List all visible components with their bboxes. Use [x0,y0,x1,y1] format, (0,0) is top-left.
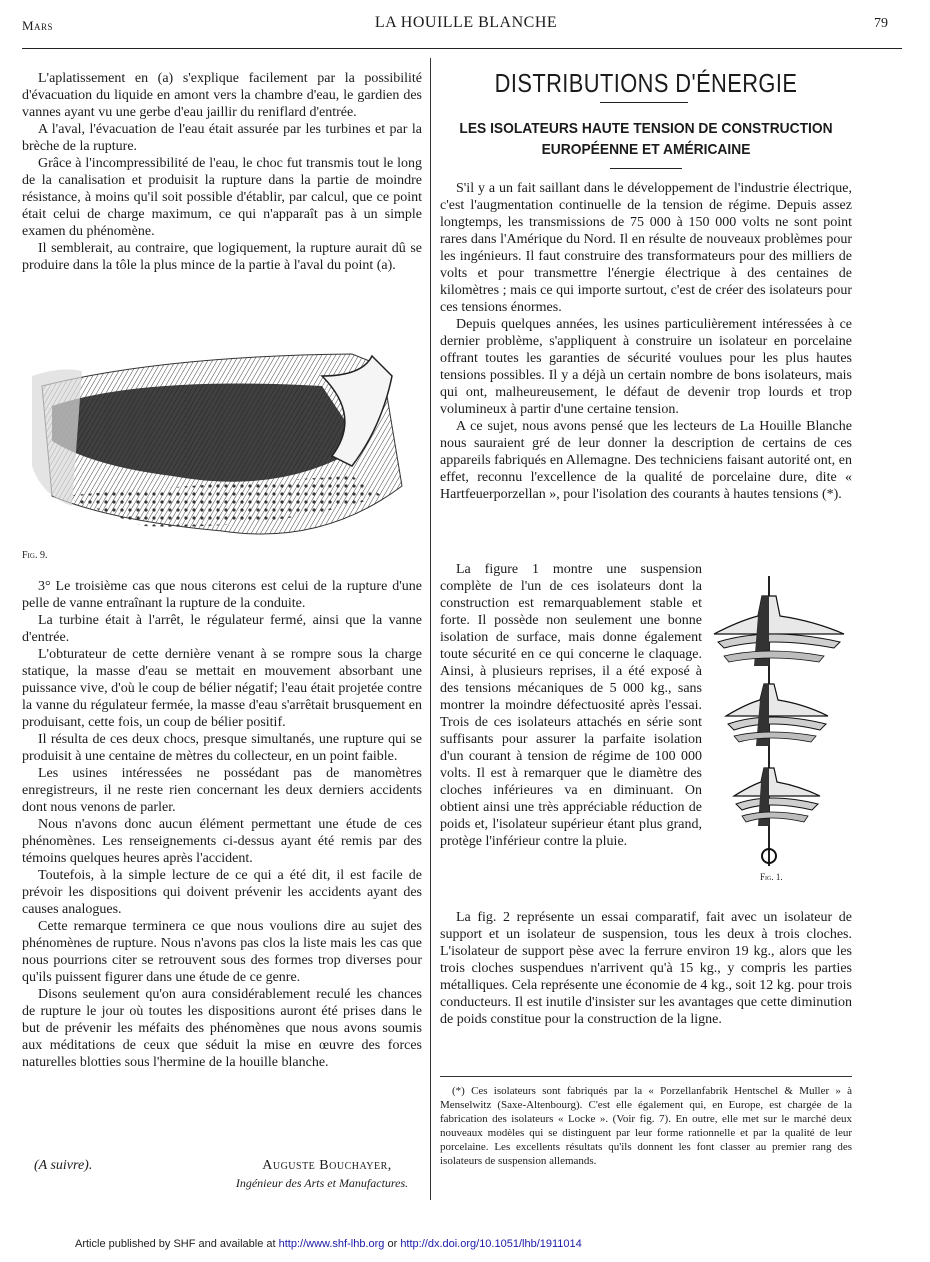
footnote-text: (*) Ces isolateurs sont fabriqués par la « Porzellanfabrik Hentschel & Muller » à Menselwitz (Saxe-Altenbourg). C'est elle également qui, en Europe, est chargée de la fabrication des isolateurs « Locke ». (Voir fig. 7). En outre, elle met sur le marché deux nouveaux modèles qui se distinguent par leur forme rationnelle et par la qualité de leur porcelaine. Les excellents résultats qu'ils donnent les font classer au premier rang des isolateurs de suspension allemands. [440,1085,852,1167]
header-month: Mars [22,18,54,33]
paragraph: A l'aval, l'évacuation de l'eau était assurée par les turbines et par la brèche de la rupture. [22,122,422,154]
right-column-comparison [440,909,852,1028]
paragraph: Grâce à l'incompressibilité de l'eau, le choc fut transmis tout le long de la canalisation et produisit la rupture dans la partie de moindre résistance, à moins qu'il soit possible d'établir, par calcul, que ce point était celui de charge maximum, ce qui n'apparaît pas à un simple examen du phénomène. [22,156,422,239]
paragraph: Cette remarque terminera ce que nous voulions dire au sujet des phénomènes de rupture. Nous n'avons pas clos la liste mais les cas que nous pourrions citer se retrouvent sous des formes trop diverses pour qu'ils puissent figurer dans une étude de ce genre. [22,919,422,985]
author-title: Ingénieur des Arts et Manufactures. [235,1176,409,1190]
article-signature [22,1156,422,1196]
figure-9-pipe-rupture-photo [22,346,422,546]
right-column-figure-text [440,561,702,850]
shf-link[interactable]: http://www.shf-lhb.org [278,1238,385,1250]
figure-1-suspension-insulator [704,576,854,876]
running-header [22,12,910,40]
paragraph: Depuis quelques années, les usines particulièrement intéressées à ce dernier problème, s'appliquent à construire un isolateur en porcelaine offrant toutes les garanties de sécurité voulues pour les plus hautes tensions possibles. Il y a déjà un certain nombre de bons isolateurs, mais qui ont, malheureusement, le défaut de devenir trop lourds et trop volumineux à partir d'une certaine tension. [440,317,852,417]
left-column-top [22,70,422,274]
insulator-bell-middle [726,684,828,746]
page-number: 79 [874,16,888,31]
section-title: DISTRIBUTIONS D'ÉNERGIE [494,68,798,98]
article-title: LES ISOLATEURS HAUTE TENSION DE CONSTRUCTION EUROPÉENNE ET AMÉRICAINE [459,120,833,158]
figure-1-caption: Fig. 1. [760,872,783,882]
paragraph: Les usines intéressées ne possédant pas de manomètres enregistreurs, il ne reste rien concernant les deux derniers accidents dont nous venons de parler. [22,766,422,815]
journal-name: LA HOUILLE BLANCHE [374,14,558,31]
insulator-bell-top [714,596,844,666]
footnote [440,1084,852,1168]
right-column-intro [440,180,852,503]
paragraph: L'obturateur de cette dernière venant à se rompre sous la charge statique, la masse d'eau se mettait en mouvement absorbant une puissance vive, d'où le coup de bélier négatif; l'eau était projetée contre la vanne du régulateur fermée, la masse d'eau s'arrêtait brusquement en produisant, cette fois, un coup de bélier positif. [22,647,422,730]
paragraph: La turbine était à l'arrêt, le régulateur fermé, ainsi que la vanne d'entrée. [22,613,422,645]
left-column-bottom [22,578,422,1071]
header-rule [22,48,902,49]
doi-link[interactable]: http://dx.doi.org/10.1051/lhb/1911014 [400,1238,582,1250]
paragraph: Nous n'avons donc aucun élément permettant une étude de ces phénomènes. Les renseignements ci-dessus ayant été remis par des témoins quelques heures après l'accident. [22,817,422,866]
paragraph: Toutefois, à la simple lecture de ce qui a été dit, il est facile de prévoir les dispositions qui doivent prévenir les accidents ayant des causes analogues. [22,868,422,917]
footnote-rule [440,1076,852,1077]
column-divider [430,58,431,1200]
paragraph: L'aplatissement en (a) s'explique facilement par la possibilité d'évacuation du liquide en amont vers la chambre d'eau, le gardien des vannes ayant vu une gerbe d'eau jaillir du reniflard d'entrée. [22,71,422,120]
to-be-continued: (A suivre). [34,1158,93,1173]
paragraph: La figure 1 montre une suspension complète de l'un de ces isolateurs dont la construction est remarquablement stable et forte. Il possède non seulement une bonne isolation de surface, mais donne également toute sécurité en ce qui concerne le claquage. Ainsi, à plusieurs reprises, il a été exposé à des tensions mécaniques de 5 000 kg., sans montrer la moindre défectuosité après l'essai. Trois de ces isolateurs attachés en série sont suffisants pour assurer la parfaite isolation d'un courant à tension de régime de 100 000 volts. Il est à remarquer que le diamètre des cloches inférieures va en diminuant. On obtient ainsi une très appréciable réduction de poids et, l'isolateur supérieur étant plus grand, protège l'inférieur contre la pluie. [440,562,702,849]
footer-prefix: Article published by SHF and available at [75,1238,279,1250]
paragraph: Il résulta de ces deux chocs, presque simultanés, une rupture qui se produisit à une centaine de mètres du collecteur, en un point faible. [22,732,422,764]
publication-footer [0,1238,930,1250]
paragraph: A ce sujet, nous avons pensé que les lecteurs de La Houille Blanche nous sauraient gré de leur donner la description de certains de ces appareils fabriqués en Allemagne. Des techniciens faisant autorité ont, en effet, reconnu l'excellence de la qualité de porcelaine dure, dite « Hartfeuerporzellan », pour l'isolation des courants à hautes tensions (*). [440,419,852,502]
footer-middle: or [384,1238,401,1250]
paragraph: Disons seulement qu'on aura considérablement reculé les chances de rupture le jour où toutes les dispositions auront été prises dans le but de prévenir les méfaits des phénomènes que nous avons soumis aux méditations de ceux que séduit la mise en œuvre des forces naturelles blotties sous l'hermine de la houille blanche. [22,987,422,1070]
figure-9-caption: Fig. 9. [22,550,48,561]
author-name: Auguste Bouchayer, [262,1158,392,1173]
paragraph: Il semblerait, au contraire, que logiquement, la rupture aurait dû se produire dans la tôle la plus mince de la partie à l'aval du point (a). [22,241,422,273]
paragraph: 3° Le troisième cas que nous citerons est celui de la rupture d'une pelle de vanne entraînant la rupture de la conduite. [22,579,422,611]
paragraph: La fig. 2 représente un essai comparatif, fait avec un isolateur de support et un isolateur de suspension, tous les deux à trois cloches. L'isolateur de support pèse avec la ferrure environ 19 kg., alors que les trois cloches suspendues n'arrivent qu'à 15 kg., y compris les parties métalliques. Cela représente une économie de 4 kg., soit 12 kg. pour trois conducteurs. Il est inutile d'insister sur les avantages que cette diminution de poids constitue pour la construction de la ligne. [440,910,852,1027]
insulator-bell-bottom [734,768,820,826]
article-title-rule [610,168,682,169]
paragraph: S'il y a un fait saillant dans le développement de l'industrie électrique, c'est l'augmentation continuelle de la tension de régime. Depuis assez longtemps, les transmissions de 75 000 à 150 000 volts ne sont point rares dans l'Amérique du Nord. Il en résulte de nouveaux problèmes pour les ingénieurs. Il faut construire des transformateurs pour des milliers de volts et pour transmettre l'énergie électrique à des centaines de kilomètres ; mais ce qui importe surtout, c'est de créer des isolateurs pour ces tensions énormes. [440,181,852,315]
section-title-rule [600,102,688,103]
